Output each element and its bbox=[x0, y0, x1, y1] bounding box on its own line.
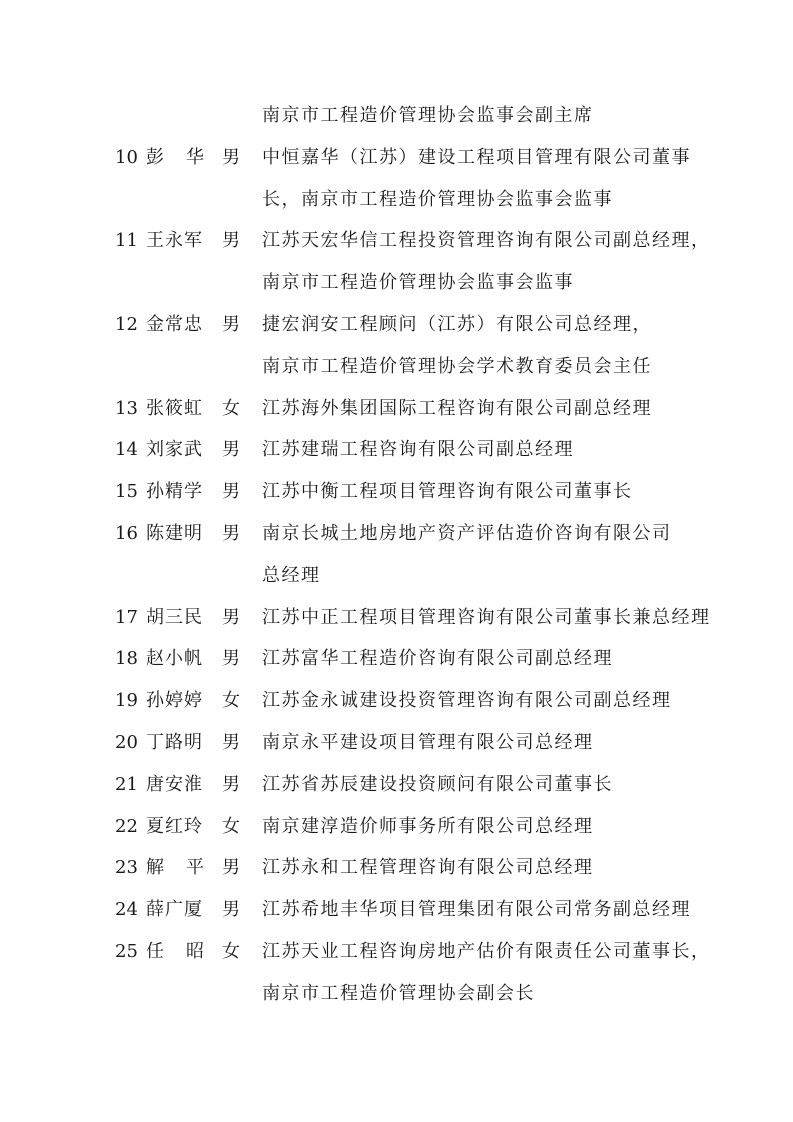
list-item-continuation bbox=[0, 973, 793, 1015]
list-item bbox=[0, 597, 793, 639]
entry-gender: 男 bbox=[222, 313, 240, 335]
entry-name: 金常忠 bbox=[146, 313, 203, 335]
entry-gender: 男 bbox=[222, 481, 240, 503]
list-item bbox=[0, 806, 793, 848]
entry-description-line: 江苏金永诚建设投资管理咨询有限公司副总经理 bbox=[262, 690, 672, 712]
continuation-row bbox=[0, 95, 793, 137]
entry-description-line: 南京市工程造价管理协会监事会监事 bbox=[262, 272, 574, 294]
entry-name: 张筱虹 bbox=[146, 397, 203, 419]
entry-gender: 男 bbox=[222, 773, 240, 795]
list-item bbox=[0, 304, 793, 346]
entry-gender: 男 bbox=[222, 439, 240, 461]
entry-gender: 女 bbox=[222, 940, 240, 962]
entry-name: 解平 bbox=[146, 857, 226, 879]
entry-description-line: 长，南京市工程造价管理协会监事会监事 bbox=[262, 188, 613, 210]
list-item bbox=[0, 388, 793, 430]
entry-gender: 男 bbox=[222, 606, 240, 628]
entry-description-line: 南京市工程造价管理协会学术教育委员会主任 bbox=[262, 355, 652, 377]
entry-gender: 女 bbox=[222, 690, 240, 712]
entry-gender: 男 bbox=[222, 731, 240, 753]
entry-description-line: 南京市工程造价管理协会副会长 bbox=[262, 982, 535, 1004]
entry-description-line: 江苏中衡工程项目管理咨询有限公司董事长 bbox=[262, 481, 633, 503]
entry-gender: 男 bbox=[222, 899, 240, 921]
list-item bbox=[0, 722, 793, 764]
list-item bbox=[0, 638, 793, 680]
list-item-continuation bbox=[0, 346, 793, 388]
list-item bbox=[0, 680, 793, 722]
list-item bbox=[0, 889, 793, 931]
entry-number: 14 bbox=[115, 439, 138, 461]
entry-gender: 女 bbox=[222, 815, 240, 837]
entry-number: 18 bbox=[115, 648, 138, 670]
entry-number: 15 bbox=[115, 481, 138, 503]
entry-description-line: 江苏永和工程管理咨询有限公司总经理 bbox=[262, 857, 594, 879]
list-item bbox=[0, 931, 793, 973]
entry-name: 胡三民 bbox=[146, 606, 203, 628]
entry-number: 13 bbox=[115, 397, 138, 419]
entry-description-line: 南京永平建设项目管理有限公司总经理 bbox=[262, 731, 594, 753]
entry-number: 11 bbox=[115, 230, 138, 252]
list-item bbox=[0, 220, 793, 262]
entry-description-line: 总经理 bbox=[262, 564, 321, 586]
entry-description-line: 江苏富华工程造价咨询有限公司副总经理 bbox=[262, 648, 613, 670]
entry-description-line: 中恒嘉华（江苏）建设工程项目管理有限公司董事 bbox=[262, 146, 691, 168]
list-item bbox=[0, 471, 793, 513]
entry-name: 丁路明 bbox=[146, 731, 203, 753]
entry-gender: 男 bbox=[222, 857, 240, 879]
entry-name: 刘家武 bbox=[146, 439, 203, 461]
entry-number: 20 bbox=[115, 731, 138, 753]
entry-description-line: 南京市工程造价管理协会监事会副主席 bbox=[262, 105, 594, 126]
entry-gender: 男 bbox=[222, 648, 240, 670]
list-item bbox=[0, 429, 793, 471]
entry-name: 夏红玲 bbox=[146, 815, 203, 837]
entry-gender: 男 bbox=[222, 146, 240, 168]
entry-name: 孙精学 bbox=[146, 481, 203, 503]
list-item bbox=[0, 513, 793, 555]
entry-gender: 男 bbox=[222, 522, 240, 544]
entry-description-line: 江苏中正工程项目管理咨询有限公司董事长兼总经理 bbox=[262, 606, 711, 628]
list-item bbox=[0, 764, 793, 806]
entry-number: 10 bbox=[115, 146, 138, 168]
entry-number: 12 bbox=[115, 313, 138, 335]
entry-description-line: 捷宏润安工程顾问（江苏）有限公司总经理， bbox=[262, 313, 652, 335]
entry-number: 19 bbox=[115, 690, 138, 712]
list-item-continuation bbox=[0, 555, 793, 597]
entry-name: 唐安淮 bbox=[146, 773, 203, 795]
entry-description-line: 江苏天业工程咨询房地产估价有限责任公司董事长， bbox=[262, 940, 711, 962]
entry-gender: 女 bbox=[222, 397, 240, 419]
entry-description-line: 江苏希地丰华项目管理集团有限公司常务副总经理 bbox=[262, 899, 691, 921]
list-item-continuation bbox=[0, 262, 793, 304]
entry-name: 孙婷婷 bbox=[146, 690, 203, 712]
entry-number: 16 bbox=[115, 522, 138, 544]
entry-name: 彭华 bbox=[146, 146, 226, 168]
entry-description-line: 江苏海外集团国际工程咨询有限公司副总经理 bbox=[262, 397, 652, 419]
entry-number: 24 bbox=[115, 899, 138, 921]
entry-name: 任昭 bbox=[146, 940, 226, 962]
entry-number: 23 bbox=[115, 857, 138, 879]
entry-name: 薛广厦 bbox=[146, 899, 203, 921]
list-item bbox=[0, 847, 793, 889]
entry-description-line: 南京长城土地房地产资产评估造价咨询有限公司 bbox=[262, 522, 672, 544]
entry-number: 17 bbox=[115, 606, 138, 628]
entry-gender: 男 bbox=[222, 230, 240, 252]
entry-number: 22 bbox=[115, 815, 138, 837]
entry-name: 王永军 bbox=[146, 230, 203, 252]
entry-description-line: 南京建淳造价师事务所有限公司总经理 bbox=[262, 815, 594, 837]
entry-number: 25 bbox=[115, 940, 138, 962]
entry-description-line: 江苏天宏华信工程投资管理咨询有限公司副总经理， bbox=[262, 230, 711, 252]
entry-number: 21 bbox=[115, 773, 138, 795]
member-list bbox=[0, 95, 793, 1015]
list-item-continuation bbox=[0, 179, 793, 221]
entry-description-line: 江苏建瑞工程咨询有限公司副总经理 bbox=[262, 439, 574, 461]
entry-name: 赵小帆 bbox=[146, 648, 203, 670]
entry-name: 陈建明 bbox=[146, 522, 203, 544]
list-item bbox=[0, 137, 793, 179]
entry-description-line: 江苏省苏辰建设投资顾问有限公司董事长 bbox=[262, 773, 613, 795]
